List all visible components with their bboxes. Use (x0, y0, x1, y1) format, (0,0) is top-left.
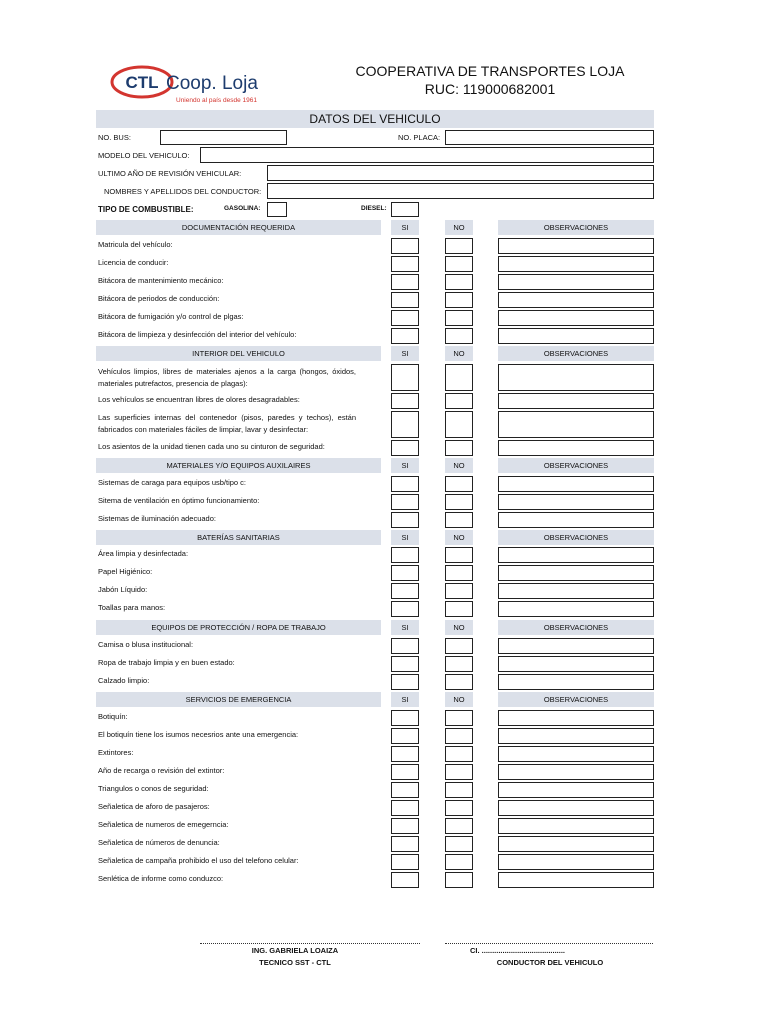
form-title: DATOS DEL VEHICULO (96, 110, 654, 128)
no-checkbox[interactable] (445, 256, 473, 272)
si-checkbox[interactable] (391, 310, 419, 326)
combustible-label: TIPO DE COMBUSTIBLE: (98, 205, 194, 214)
conductor-field[interactable] (267, 183, 654, 199)
no-placa-label: NO. PLACA: (398, 133, 441, 142)
item-label: Bitácora de limpieza y desinfección del interior del vehículo: (98, 330, 297, 339)
no-checkbox[interactable] (445, 854, 473, 870)
si-checkbox[interactable] (391, 238, 419, 254)
observaciones-field[interactable] (498, 328, 654, 344)
item-label: El botiquín tiene los isumos necesrios ante una emergencia: (98, 730, 299, 739)
svg-text:CTL: CTL (125, 73, 159, 92)
observaciones-field[interactable] (498, 274, 654, 290)
observaciones-column-header: OBSERVACIONES (498, 346, 654, 361)
signature-ci-conductor: CI. ........................................ (470, 946, 566, 955)
si-column-header: SI (391, 458, 419, 473)
observaciones-field[interactable] (498, 364, 654, 391)
no-checkbox[interactable] (445, 328, 473, 344)
si-column-header: SI (391, 530, 419, 545)
si-checkbox[interactable] (391, 440, 419, 456)
no-checkbox[interactable] (445, 547, 473, 563)
observaciones-field[interactable] (498, 547, 654, 563)
item-label: Señaletica de números de denuncia: (98, 838, 220, 847)
section-documentacion (96, 220, 654, 235)
si-checkbox[interactable] (391, 746, 419, 762)
observaciones-column-header: OBSERVACIONES (498, 458, 654, 473)
no-checkbox[interactable] (445, 674, 473, 690)
si-checkbox[interactable] (391, 256, 419, 272)
item-label: Extintores: (98, 748, 134, 757)
section-title: MATERIALES Y/O EQUIPOS AUXILAIRES (96, 458, 381, 473)
item-label: Camisa o blusa institucional: (98, 640, 194, 649)
no-checkbox[interactable] (445, 494, 473, 510)
observaciones-field[interactable] (498, 764, 654, 780)
observaciones-field[interactable] (498, 393, 654, 409)
section-title: DOCUMENTACIÓN REQUERIDA (96, 220, 381, 235)
no-placa-field[interactable] (445, 130, 654, 145)
observaciones-field[interactable] (498, 494, 654, 510)
item-label: Jabón Líquido: (98, 585, 148, 594)
observaciones-field[interactable] (498, 583, 654, 599)
observaciones-field[interactable] (498, 854, 654, 870)
observaciones-field[interactable] (498, 292, 654, 308)
si-column-header: SI (391, 220, 419, 235)
no-column-header: NO (445, 620, 473, 635)
svg-text:Uniendo al país desde 1961: Uniendo al país desde 1961 (176, 97, 257, 104)
section-servicios-emergencia (96, 692, 654, 707)
si-checkbox[interactable] (391, 728, 419, 744)
observaciones-field[interactable] (498, 782, 654, 798)
no-column-header: NO (445, 346, 473, 361)
si-checkbox[interactable] (391, 583, 419, 599)
no-checkbox[interactable] (445, 476, 473, 492)
revision-label: ULTIMO AÑO DE REVISIÓN VEHICULAR: (98, 169, 242, 178)
no-column-header: NO (445, 220, 473, 235)
no-checkbox[interactable] (445, 800, 473, 816)
section-title: INTERIOR DEL VEHICULO (96, 346, 381, 361)
observaciones-field[interactable] (498, 728, 654, 744)
organization-ruc: RUC: 119000682001 (424, 81, 556, 97)
item-label: Papel Higiénico: (98, 567, 153, 576)
diesel-label: DIESEL: (361, 205, 387, 212)
item-label: Bitácora de mantenimiento mecánico: (98, 276, 224, 285)
section-title: SERVICIOS DE EMERGENCIA (96, 692, 381, 707)
item-label: Año de recarga o revisión del extintor: (98, 766, 225, 775)
signature-line-tecnico (200, 943, 420, 944)
gasolina-checkbox[interactable] (267, 202, 287, 217)
item-label: Señaletica de numeros de emegerncia: (98, 820, 229, 829)
si-checkbox[interactable] (391, 818, 419, 834)
item-label: Sistemas de iluminación adecuado: (98, 514, 216, 523)
si-checkbox[interactable] (391, 638, 419, 654)
no-column-header: NO (445, 692, 473, 707)
observaciones-field[interactable] (498, 476, 654, 492)
observaciones-field[interactable] (498, 310, 654, 326)
item-label: Las superficies internas del contenedor (pisos, paredes y techos), están fabricados con materiales fáciles de limpiar, lavar y desinfectar: (98, 413, 356, 434)
item-label: Los asientos de la unidad tienen cada uno su cinturon de seguridad: (98, 442, 325, 451)
diesel-checkbox[interactable] (391, 202, 419, 217)
section-materiales (96, 458, 654, 473)
observaciones-field[interactable] (498, 512, 654, 528)
item-label: Área limpia y desinfectada: (98, 549, 189, 558)
no-checkbox[interactable] (445, 292, 473, 308)
section-equipos-proteccion (96, 620, 654, 635)
no-checkbox[interactable] (445, 818, 473, 834)
item-label: Triangulos o conos de seguridad: (98, 784, 209, 793)
observaciones-field[interactable] (498, 440, 654, 456)
no-checkbox[interactable] (445, 411, 473, 438)
si-checkbox[interactable] (391, 565, 419, 581)
observaciones-field[interactable] (498, 656, 654, 672)
observaciones-field[interactable] (498, 601, 654, 617)
observaciones-field[interactable] (498, 565, 654, 581)
no-checkbox[interactable] (445, 393, 473, 409)
si-checkbox[interactable] (391, 328, 419, 344)
conductor-label: NOMBRES Y APELLIDOS DEL CONDUCTOR: (104, 187, 262, 196)
si-checkbox[interactable] (391, 494, 419, 510)
observaciones-field[interactable] (498, 710, 654, 726)
no-checkbox[interactable] (445, 746, 473, 762)
no-checkbox[interactable] (445, 601, 473, 617)
si-checkbox[interactable] (391, 292, 419, 308)
observaciones-column-header: OBSERVACIONES (498, 692, 654, 707)
item-label: Los vehículos se encuentran libres de olores desagradables: (98, 395, 300, 404)
si-column-header: SI (391, 692, 419, 707)
no-checkbox[interactable] (445, 710, 473, 726)
item-label: Sitema de ventilación en óptimo funcionamiento: (98, 496, 260, 505)
no-checkbox[interactable] (445, 565, 473, 581)
observaciones-field[interactable] (498, 800, 654, 816)
item-label: Ropa de trabajo limpia y en buen estado: (98, 658, 235, 667)
observaciones-field[interactable] (498, 674, 654, 690)
item-label: Licencia de conducir: (98, 258, 169, 267)
item-label: Señaletica de campaña prohibido el uso del telefono celular: (98, 856, 299, 865)
revision-field[interactable] (267, 165, 654, 181)
item-label: Bitácora de fumigación y/o control de plgas: (98, 312, 244, 321)
observaciones-field[interactable] (498, 638, 654, 654)
item-label: Senlética de informe como conduzco: (98, 874, 224, 883)
item-label: Toallas para manos: (98, 603, 166, 612)
observaciones-field[interactable] (498, 256, 654, 272)
no-column-header: NO (445, 458, 473, 473)
no-checkbox[interactable] (445, 638, 473, 654)
si-column-header: SI (391, 346, 419, 361)
modelo-field[interactable] (200, 147, 654, 163)
item-label: Señaletica de aforo de pasajeros: (98, 802, 210, 811)
no-checkbox[interactable] (445, 764, 473, 780)
si-checkbox[interactable] (391, 836, 419, 852)
item-label: Matricula del vehículo: (98, 240, 173, 249)
section-title: EQUIPOS DE PROTECCIÓN / ROPA DE TRABAJO (96, 620, 381, 635)
observaciones-field[interactable] (498, 872, 654, 888)
no-checkbox[interactable] (445, 310, 473, 326)
item-label: Sistemas de caraga para equipos usb/tipo c: (98, 478, 247, 487)
no-checkbox[interactable] (445, 238, 473, 254)
organization-name: COOPERATIVA DE TRANSPORTES LOJA (355, 63, 625, 79)
observaciones-column-header: OBSERVACIONES (498, 530, 654, 545)
si-checkbox[interactable] (391, 512, 419, 528)
si-checkbox[interactable] (391, 601, 419, 617)
si-checkbox[interactable] (391, 476, 419, 492)
no-checkbox[interactable] (445, 583, 473, 599)
si-checkbox[interactable] (391, 674, 419, 690)
svg-text:Coop. Loja: Coop. Loja (166, 73, 258, 94)
si-column-header: SI (391, 620, 419, 635)
no-column-header: NO (445, 530, 473, 545)
si-checkbox[interactable] (391, 710, 419, 726)
observaciones-field[interactable] (498, 411, 654, 438)
si-checkbox[interactable] (391, 782, 419, 798)
si-checkbox[interactable] (391, 800, 419, 816)
observaciones-field[interactable] (498, 836, 654, 852)
modelo-label: MODELO DEL VEHICULO: (98, 151, 190, 160)
signature-role-tecnico: TECNICO SST - CTL (259, 958, 331, 967)
observaciones-field[interactable] (498, 746, 654, 762)
section-interior (96, 346, 654, 361)
signature-line-conductor (445, 943, 653, 944)
observaciones-field[interactable] (498, 238, 654, 254)
no-checkbox[interactable] (445, 364, 473, 391)
no-checkbox[interactable] (445, 836, 473, 852)
item-label: Botiquín: (98, 712, 128, 721)
observaciones-field[interactable] (498, 818, 654, 834)
section-baterias (96, 530, 654, 545)
si-checkbox[interactable] (391, 393, 419, 409)
si-checkbox[interactable] (391, 547, 419, 563)
no-checkbox[interactable] (445, 656, 473, 672)
gasolina-label: GASOLINA: (224, 205, 261, 212)
item-label: Calzado limpio: (98, 676, 150, 685)
no-checkbox[interactable] (445, 512, 473, 528)
si-checkbox[interactable] (391, 764, 419, 780)
signature-role-conductor: CONDUCTOR DEL VEHICULO (496, 958, 604, 967)
si-checkbox[interactable] (391, 364, 419, 391)
section-title: BATERÍAS SANITARIAS (96, 530, 381, 545)
si-checkbox[interactable] (391, 872, 419, 888)
no-checkbox[interactable] (445, 782, 473, 798)
si-checkbox[interactable] (391, 411, 419, 438)
no-checkbox[interactable] (445, 728, 473, 744)
si-checkbox[interactable] (391, 854, 419, 870)
no-checkbox[interactable] (445, 274, 473, 290)
no-bus-label: NO. BUS: (98, 133, 131, 142)
observaciones-column-header: OBSERVACIONES (498, 620, 654, 635)
item-label: Vehículos limpios, libres de materiales ajenos a la carga (hongos, óxidos, materiales putrefactos, presencia de plagas): (98, 367, 356, 388)
item-label: Bitácora de periodos de conducción: (98, 294, 220, 303)
observaciones-column-header: OBSERVACIONES (498, 220, 654, 235)
si-checkbox[interactable] (391, 656, 419, 672)
no-checkbox[interactable] (445, 872, 473, 888)
no-checkbox[interactable] (445, 440, 473, 456)
si-checkbox[interactable] (391, 274, 419, 290)
signature-name-tecnico: ING. GABRIELA LOAIZA (251, 946, 339, 955)
no-bus-field[interactable] (160, 130, 287, 145)
